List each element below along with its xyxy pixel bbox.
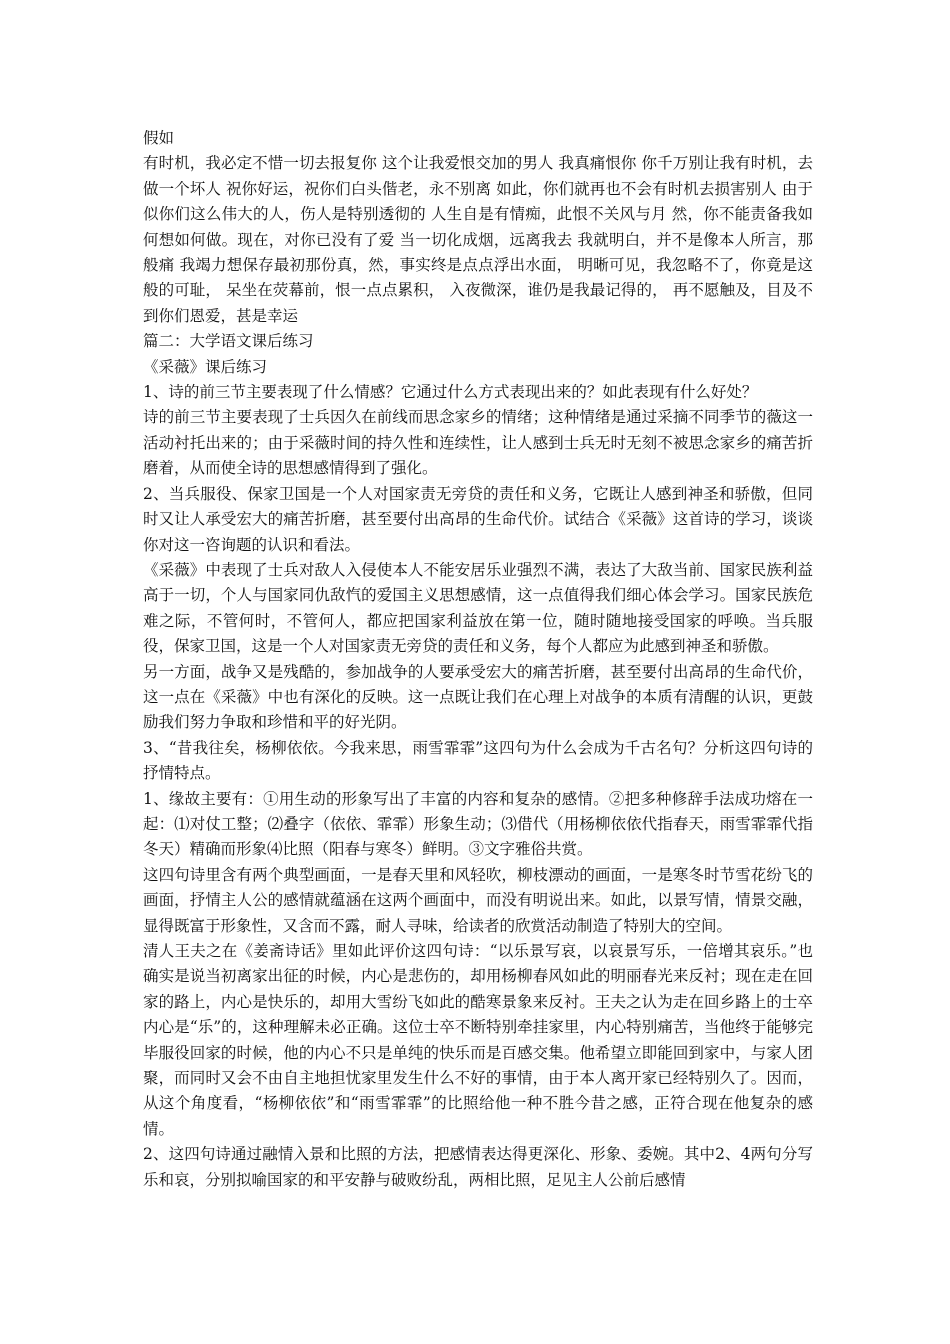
document-title: 假如 [143, 129, 175, 147]
section-heading: 篇二：大学语文课后练习 [143, 332, 314, 351]
answer-2-part-1: 《采薇》中表现了士兵对敌人入侵使本人不能安居乐业强烈不满，表达了大敌当前、国家民族利益高于一切，个人与国家同仇敌忾的爱国主义思想感情，这一点值得我们细心体会学习。国家民族危难之际，不管何时，不管何人，都应把国家利益放在第一位，随时随地接受国家的呼唤。当兵服役，保家卫国，这是一个人对国家责无旁贷的责任和义务，每个人都应为此感到神圣和骄傲。 [143, 560, 813, 656]
answer-2-part-2: 另一方面，战争又是残酷的，参加战争的人要承受宏大的痛苦折磨，甚至要付出高昂的生命代价，这一点在《采薇》中也有深化的反映。这一点既让我们在心理上对战争的本质有清醒的认识，更鼓励我们努力争取和珍惜和平的好光阴。 [143, 662, 813, 732]
question-2: 2、当兵服役、保家卫国是一个人对国家责无旁贷的责任和义务，它既让人感到神圣和骄傲，但同时又让人承受宏大的痛苦折磨，甚至要付出高昂的生命代价。试结合《采薇》这首诗的学习，谈谈你对这一咨询题的认识和看法。 [143, 484, 813, 554]
answer-3-point-2: 2、这四句诗通过融情入景和比照的方法，把感情表达得更深化、形象、委婉。其中2、4两句分写乐和哀，分别拟喻国家的和平安静与破败纷乱，两相比照，足见主人公前后感情 [143, 1145, 813, 1189]
poem-paragraph: 有时机，我必定不惜一切去报复你 这个让我爱恨交加的男人 我真痛恨你 你千万别让我有时机，去做一个坏人 祝你好运，祝你们白头偕老，永不别离 如此，你们就再也不会有时机去损害别人 由于似你们这么伟大的人，伤人是特别透彻的 人生自是有情痴，此恨不关风与月 然，你不能责备我如何想如何做。现在，对你已没有了爱 当一切化成烟，远离我去 我就明白，并不是像本人所言，那般痛 我竭力想保存最初那份真，然，事实终是点点浮出水面， 明晰可见，我忽略不了，你竟是这般的可耻， 呆坐在荧幕前，恨一点点累积， 入夜微深，谁仍是我最记得的， 再不愿触及，目及不到你们恩爱，甚是幸运 [143, 154, 813, 325]
answer-3-point-1: 1、缘故主要有：①用生动的形象写出了丰富的内容和复杂的感情。②把多种修辞手法成功熔在一起：⑴对仗工整；⑵叠字（依依、霏霏）形象生动；⑶借代（用杨柳依依代指春天，雨雪霏霏代指冬天）精确而形象⑷比照（阳春与寒冬）鲜明。③文字雅俗共赏。 [143, 789, 813, 859]
document-page [143, 126, 813, 1193]
answer-1: 诗的前三节主要表现了士兵因久在前线而思念家乡的情绪；这种情绪是通过采摘不同季节的薇这一活动衬托出来的；由于采薇时间的持久性和连续性，让人感到士兵无时无刻不被思念家乡的痛苦折磨着，从而使全诗的思想感情得到了强化。 [143, 408, 813, 478]
exercise-title: 《采薇》课后练习 [143, 357, 268, 376]
question-3: 3、“昔我往矣，杨柳依依。今我来思，雨雪霏霏”这四句为什么会成为千古名句？分析这四句诗的抒情特点。 [143, 738, 813, 783]
question-1: 1、诗的前三节主要表现了什么情感？它通过什么方式表现出来的？如此表现有什么好处？ [143, 383, 758, 402]
answer-3-commentary: 清人王夫之在《姜斋诗话》里如此评价这四句诗：“以乐景写哀，以哀景写乐，一倍增其哀乐。”也确实是说当初离家出征的时候，内心是悲伤的，却用杨柳春风如此的明丽春光来反衬；现在走在回家的路上，内心是快乐的，却用大雪纷飞如此的酷寒景象来反衬。王夫之认为走在回乡路上的士卒内心是“乐”的，这种理解未必正确。这位士卒不断特别牵挂家里，内心特别痛苦，当他终于能够完毕服役回家的时候，他的内心不只是单纯的快乐而是百感交集。他希望立即能回到家中，与家人团聚，而同时又会不由自主地担忧家里发生什么不好的事情，由于本人离开家已经特别久了。因而，从这个角度看，“杨柳依依”和“雨雪霏霏”的比照给他一种不胜今昔之感，正符合现在他复杂的感情。 [143, 942, 813, 1138]
answer-3-paragraph: 这四句诗里含有两个典型画面，一是春天里和风轻吹，柳枝漂动的画面，一是寒冬时节雪花纷飞的画面，抒情主人公的感情就蕴涵在这两个画面中，而没有明说出来。如此，以景写情，情景交融，显得既富于形象性，又含而不露，耐人寻味，给读者的欣赏活动制造了特别大的空间。 [143, 865, 813, 935]
